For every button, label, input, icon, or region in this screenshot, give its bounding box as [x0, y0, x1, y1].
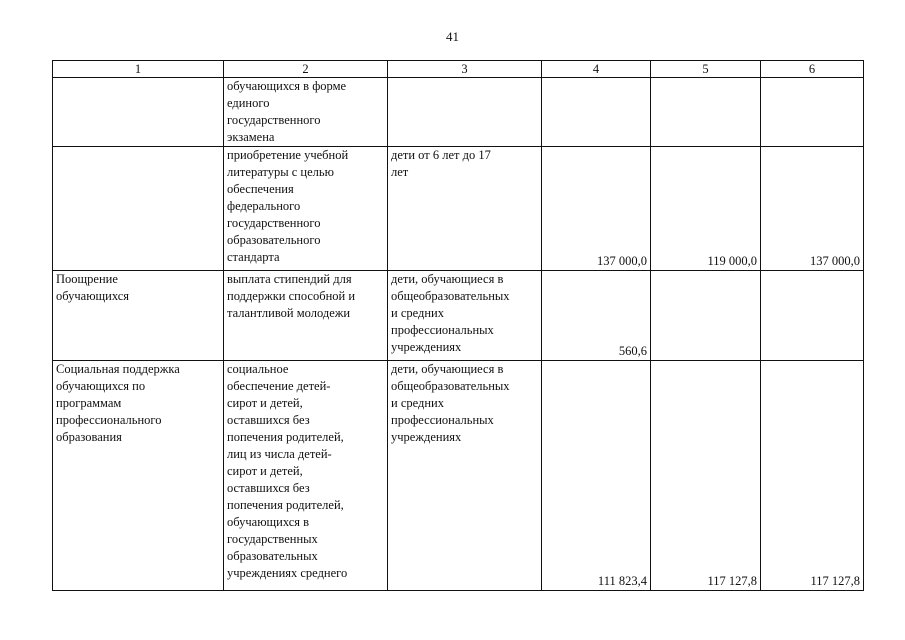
amount-cell-4: 111 823,4	[542, 361, 651, 591]
program-cell	[53, 147, 224, 271]
table-row	[53, 271, 864, 361]
amount-cell-5: 119 000,0	[651, 147, 761, 271]
amount-cell-6	[761, 78, 864, 147]
amount-cell-5	[651, 271, 761, 361]
column-header-6: 6	[761, 61, 864, 78]
measure-cell: социальное обеспечение детей- сирот и детей, оставшихся без попечения родителей, лиц из числа детей- сирот и детей, оставшихся без попечения родителей, обучающихся в государственных образовательных учреждениях среднего	[224, 361, 388, 591]
amount-cell-4: 560,6	[542, 271, 651, 361]
column-header-2: 2	[224, 61, 388, 78]
amount-cell-5	[651, 78, 761, 147]
program-cell	[53, 78, 224, 147]
column-header-3: 3	[388, 61, 542, 78]
column-header-4: 4	[542, 61, 651, 78]
table-header-row	[53, 61, 864, 78]
column-header-5: 5	[651, 61, 761, 78]
program-cell: Поощрение обучающихся	[53, 271, 224, 361]
recipients-cell: дети от 6 лет до 17 лет	[388, 147, 542, 271]
table-row	[53, 78, 864, 147]
amount-cell-5: 117 127,8	[651, 361, 761, 591]
column-header-1: 1	[53, 61, 224, 78]
measure-cell: приобретение учебной литературы с целью обеспечения федерального государственного образовательного стандарта	[224, 147, 388, 271]
page-number: 41	[446, 29, 459, 44]
amount-cell-6: 137 000,0	[761, 147, 864, 271]
recipients-cell: дети, обучающиеся в общеобразовательных и средних профессиональных учреждениях	[388, 361, 542, 591]
measure-cell: обучающихся в форме единого государственного экзамена	[224, 78, 388, 147]
recipients-cell: дети, обучающиеся в общеобразовательных и средних профессиональных учреждениях	[388, 271, 542, 361]
measure-cell: выплата стипендий для поддержки способной и талантливой молодежи	[224, 271, 388, 361]
amount-cell-6	[761, 271, 864, 361]
amount-cell-6: 117 127,8	[761, 361, 864, 591]
amount-cell-4	[542, 78, 651, 147]
amount-cell-4: 137 000,0	[542, 147, 651, 271]
recipients-cell	[388, 78, 542, 147]
budget-table	[52, 60, 864, 591]
table-row	[53, 361, 864, 591]
program-cell: Социальная поддержка обучающихся по программам профессионального образования	[53, 361, 224, 591]
table-row	[53, 147, 864, 271]
